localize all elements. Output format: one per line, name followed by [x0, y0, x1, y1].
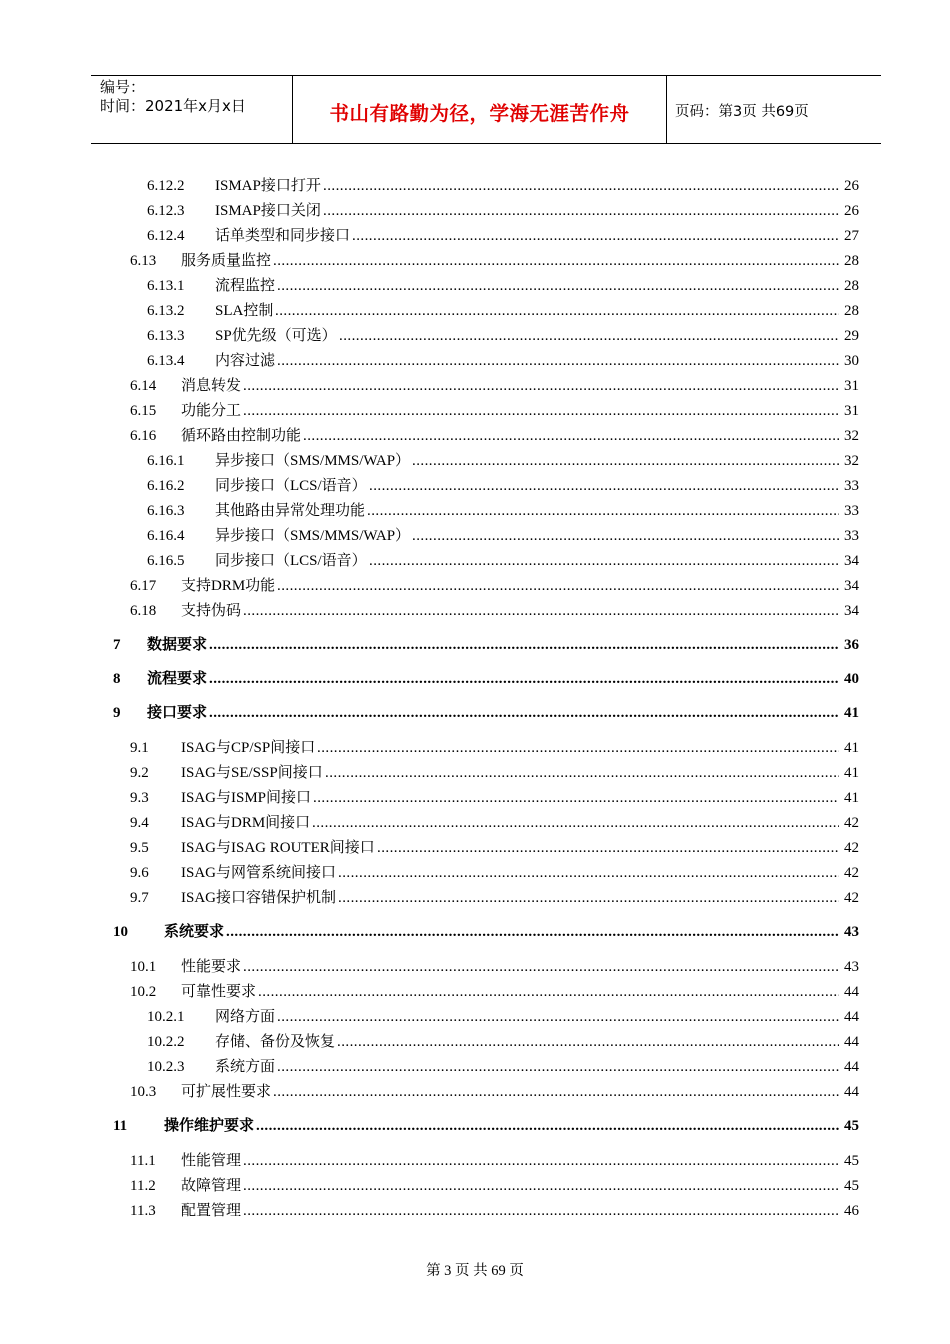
- toc-entry[interactable]: [0, 351, 950, 371]
- toc-entry-number: 9.7: [130, 890, 149, 906]
- toc-entry-title: 服务质量监控: [181, 253, 272, 269]
- toc-entry-number: 6.12.2: [147, 178, 185, 194]
- toc-entry[interactable]: [0, 176, 950, 196]
- toc-entry[interactable]: [0, 301, 950, 321]
- toc-dot-leader: [277, 351, 839, 371]
- toc-entry-title: 数据要求: [147, 637, 208, 653]
- toc-entry-title: 同步接口（LCS/语音）: [215, 478, 367, 494]
- toc-entry-title: 可靠性要求: [181, 984, 257, 1000]
- toc-entry[interactable]: [0, 276, 950, 296]
- toc-dot-leader: [352, 226, 839, 246]
- toc-entry-number: 10.3: [130, 1084, 157, 1100]
- header-motto: 书山有路勤为径，学海无涯苦作舟: [329, 102, 630, 125]
- toc-entry-page: 44: [844, 984, 859, 1000]
- toc-entry[interactable]: [0, 1116, 950, 1136]
- toc-entry-page: 42: [844, 840, 859, 856]
- toc-entry-title: 性能管理: [181, 1153, 242, 1169]
- document-time-label: 时间：2021年x月x日: [100, 97, 246, 115]
- toc-entry-number: 10.2.1: [147, 1009, 185, 1025]
- toc-entry-title: ISAG与SE/SSP间接口: [181, 765, 323, 781]
- toc-entry-title: 消息转发: [181, 378, 242, 394]
- toc-entry[interactable]: [0, 401, 950, 421]
- toc-dot-leader: [338, 888, 839, 908]
- toc-entry-title: ISAG与CP/SP间接口: [181, 740, 316, 756]
- toc-entry-number: 6.13.3: [147, 328, 185, 344]
- toc-entry-title: ISAG接口容错保护机制: [181, 890, 337, 906]
- toc-entry-title: 内容过滤: [215, 353, 276, 369]
- toc-entry-title: 系统要求: [164, 924, 225, 940]
- toc-entry-page: 45: [844, 1178, 859, 1194]
- toc-entry[interactable]: [0, 1057, 950, 1077]
- toc-entry-number: 6.16.1: [147, 453, 185, 469]
- toc-entry-title: 配置管理: [181, 1203, 242, 1219]
- toc-entry[interactable]: [0, 226, 950, 246]
- toc-entry-title: 系统方面: [215, 1059, 276, 1075]
- toc-entry[interactable]: [0, 703, 950, 723]
- toc-entry[interactable]: [0, 1007, 950, 1027]
- toc-entry-title: ISMAP接口关闭: [215, 203, 321, 219]
- toc-entry-number: 11.1: [130, 1153, 156, 1169]
- toc-entry-number: 11: [113, 1118, 128, 1134]
- toc-entry-title: ISAG与网管系统间接口: [181, 865, 337, 881]
- toc-entry-title: ISAG与ISAG ROUTER间接口: [181, 840, 375, 856]
- toc-entry[interactable]: [0, 601, 950, 621]
- toc-entry-title: 流程要求: [147, 671, 208, 687]
- toc-entry[interactable]: [0, 957, 950, 977]
- toc-entry-number: 6.16.4: [147, 528, 185, 544]
- toc-entry-page: 44: [844, 1084, 859, 1100]
- toc-entry-number: 9.6: [130, 865, 149, 881]
- toc-dot-leader: [412, 451, 839, 471]
- toc-entry-number: 6.16: [130, 428, 157, 444]
- toc-dot-leader: [243, 1151, 839, 1171]
- toc-dot-leader: [313, 788, 839, 808]
- toc-entry-number: 6.13: [130, 253, 157, 269]
- toc-entry-number: 10.1: [130, 959, 157, 975]
- toc-entry-page: 31: [844, 403, 859, 419]
- toc-dot-leader: [277, 576, 839, 596]
- toc-dot-leader: [209, 669, 839, 689]
- toc-entry-title: 接口要求: [147, 705, 208, 721]
- toc-entry-page: 30: [844, 353, 859, 369]
- toc-entry-page: 41: [844, 740, 859, 756]
- toc-entry-title: ISAG与DRM间接口: [181, 815, 311, 831]
- toc-entry[interactable]: [0, 788, 950, 808]
- toc-entry-title: 功能分工: [181, 403, 242, 419]
- toc-entry-number: 10.2.3: [147, 1059, 185, 1075]
- toc-entry-number: 10.2: [130, 984, 157, 1000]
- toc-dot-leader: [243, 376, 839, 396]
- toc-entry[interactable]: [0, 669, 950, 689]
- toc-entry[interactable]: [0, 922, 950, 942]
- toc-entry-title: 网络方面: [215, 1009, 276, 1025]
- toc-dot-leader: [256, 1116, 839, 1136]
- toc-entry-title: ISMAP接口打开: [215, 178, 321, 194]
- toc-entry-page: 44: [844, 1059, 859, 1075]
- header-page-info: 页码：第3页 共69页: [675, 104, 809, 120]
- toc-entry-title: 循环路由控制功能: [181, 428, 302, 444]
- toc-entry[interactable]: [0, 526, 950, 546]
- toc-dot-leader: [337, 1032, 839, 1052]
- toc-entry-page: 36: [844, 637, 859, 653]
- toc-entry-number: 6.14: [130, 378, 157, 394]
- toc-entry-page: 34: [844, 553, 859, 569]
- toc-entry-page: 45: [844, 1118, 859, 1134]
- toc-dot-leader: [338, 863, 839, 883]
- toc-entry-number: 10: [113, 924, 128, 940]
- toc-entry-number: 11.2: [130, 1178, 156, 1194]
- toc-entry-page: 33: [844, 478, 859, 494]
- toc-entry-number: 9.3: [130, 790, 149, 806]
- toc-entry-number: 6.16.3: [147, 503, 185, 519]
- toc-entry-number: 9: [113, 705, 121, 721]
- header-motto-cell: [292, 76, 667, 143]
- toc-entry-title: 性能要求: [181, 959, 242, 975]
- toc-entry[interactable]: [0, 501, 950, 521]
- toc-entry[interactable]: [0, 813, 950, 833]
- toc-entry-page: 32: [844, 428, 859, 444]
- toc-entry-page: 28: [844, 253, 859, 269]
- toc-entry-page: 42: [844, 890, 859, 906]
- toc-entry[interactable]: [0, 551, 950, 571]
- toc-entry-page: 34: [844, 578, 859, 594]
- toc-entry-page: 33: [844, 528, 859, 544]
- toc-dot-leader: [273, 1082, 839, 1102]
- toc-entry-page: 28: [844, 278, 859, 294]
- toc-entry-number: 6.13.4: [147, 353, 185, 369]
- toc-entry-page: 26: [844, 203, 859, 219]
- toc-entry-number: 6.13.1: [147, 278, 185, 294]
- toc-entry[interactable]: [0, 576, 950, 596]
- toc-entry[interactable]: [0, 982, 950, 1002]
- toc-entry-number: 6.18: [130, 603, 157, 619]
- toc-entry-title: ISAG与ISMP间接口: [181, 790, 312, 806]
- document-code-label: 编号：: [100, 78, 146, 96]
- toc-dot-leader: [367, 501, 839, 521]
- toc-entry-title: 流程监控: [215, 278, 276, 294]
- toc-entry-title: 支持DRM功能: [181, 578, 276, 594]
- toc-dot-leader: [369, 551, 839, 571]
- toc-entry[interactable]: [0, 1201, 950, 1221]
- toc-entry-title: 话单类型和同步接口: [215, 228, 351, 244]
- toc-entry[interactable]: [0, 451, 950, 471]
- toc-entry[interactable]: [0, 1032, 950, 1052]
- toc-dot-leader: [209, 635, 839, 655]
- toc-entry[interactable]: [0, 201, 950, 221]
- toc-entry-title: SLA控制: [215, 303, 274, 319]
- toc-entry-title: 同步接口（LCS/语音）: [215, 553, 367, 569]
- toc-entry-page: 43: [844, 959, 859, 975]
- toc-entry[interactable]: [0, 763, 950, 783]
- toc-entry-page: 46: [844, 1203, 859, 1219]
- toc-entry-page: 32: [844, 453, 859, 469]
- toc-entry[interactable]: [0, 476, 950, 496]
- toc-dot-leader: [226, 922, 839, 942]
- toc-entry-title: 存储、备份及恢复: [215, 1034, 336, 1050]
- toc-entry-number: 9.2: [130, 765, 149, 781]
- toc-entry-number: 9.4: [130, 815, 149, 831]
- toc-entry[interactable]: [0, 426, 950, 446]
- toc-entry-title: 异步接口（SMS/MMS/WAP）: [215, 528, 411, 544]
- toc-dot-leader: [243, 1201, 839, 1221]
- toc-dot-leader: [209, 703, 839, 723]
- toc-entry-page: 33: [844, 503, 859, 519]
- toc-entry-number: 11.3: [130, 1203, 156, 1219]
- toc-dot-leader: [323, 201, 839, 221]
- toc-entry-page: 40: [844, 671, 859, 687]
- toc-dot-leader: [277, 276, 839, 296]
- toc-dot-leader: [312, 813, 839, 833]
- toc-entry-page: 28: [844, 303, 859, 319]
- toc-entry-number: 6.12.3: [147, 203, 185, 219]
- toc-entry-page: 41: [844, 705, 859, 721]
- toc-dot-leader: [317, 738, 839, 758]
- toc-dot-leader: [323, 176, 839, 196]
- toc-entry-number: 6.17: [130, 578, 157, 594]
- toc-entry-number: 6.13.2: [147, 303, 185, 319]
- toc-dot-leader: [412, 526, 839, 546]
- toc-entry[interactable]: [0, 1176, 950, 1196]
- toc-entry-number: 7: [113, 637, 121, 653]
- toc-entry-title: 其他路由异常处理功能: [215, 503, 366, 519]
- toc-dot-leader: [273, 251, 839, 271]
- toc-entry-page: 43: [844, 924, 859, 940]
- header-meta-cell: [91, 76, 292, 143]
- toc-dot-leader: [258, 982, 839, 1002]
- toc-entry-title: 操作维护要求: [164, 1118, 255, 1134]
- toc-entry[interactable]: [0, 1082, 950, 1102]
- toc-entry-number: 8: [113, 671, 121, 687]
- toc-entry-number: 6.16.5: [147, 553, 185, 569]
- toc-dot-leader: [339, 326, 839, 346]
- toc-entry-title: SP优先级（可选）: [215, 328, 337, 344]
- toc-dot-leader: [243, 957, 839, 977]
- toc-entry-page: 34: [844, 603, 859, 619]
- header-page-cell: [666, 76, 881, 143]
- toc-dot-leader: [303, 426, 839, 446]
- toc-entry[interactable]: [0, 838, 950, 858]
- toc-dot-leader: [277, 1007, 839, 1027]
- document-header: [91, 75, 881, 144]
- toc-entry[interactable]: [0, 251, 950, 271]
- toc-entry-page: 42: [844, 865, 859, 881]
- toc-entry-number: 9.1: [130, 740, 149, 756]
- toc-entry[interactable]: [0, 888, 950, 908]
- toc-entry-page: 27: [844, 228, 859, 244]
- toc-entry[interactable]: [0, 376, 950, 396]
- toc-entry-number: 9.5: [130, 840, 149, 856]
- footer-page-number: 第 3 页 共 69 页: [426, 1263, 524, 1279]
- toc-entry-page: 44: [844, 1034, 859, 1050]
- toc-entry-page: 26: [844, 178, 859, 194]
- toc-entry-title: 可扩展性要求: [181, 1084, 272, 1100]
- toc-entry-number: 10.2.2: [147, 1034, 185, 1050]
- toc-dot-leader: [243, 1176, 839, 1196]
- toc-entry[interactable]: [0, 1151, 950, 1171]
- toc-entry-page: 29: [844, 328, 859, 344]
- toc-dot-leader: [369, 476, 839, 496]
- toc-dot-leader: [243, 601, 839, 621]
- toc-entry-page: 42: [844, 815, 859, 831]
- toc-entry-number: 6.15: [130, 403, 157, 419]
- toc-entry-title: 故障管理: [181, 1178, 242, 1194]
- toc-entry[interactable]: [0, 635, 950, 655]
- toc-entry-page: 31: [844, 378, 859, 394]
- toc-entry-number: 6.12.4: [147, 228, 185, 244]
- toc-entry-page: 41: [844, 790, 859, 806]
- toc-entry-page: 41: [844, 765, 859, 781]
- page-footer: [0, 1259, 950, 1280]
- toc-entry-title: 支持伪码: [181, 603, 242, 619]
- toc-entry-number: 6.16.2: [147, 478, 185, 494]
- toc-entry[interactable]: [0, 738, 950, 758]
- toc-entry-page: 45: [844, 1153, 859, 1169]
- toc-entry[interactable]: [0, 326, 950, 346]
- toc-dot-leader: [377, 838, 839, 858]
- toc-entry-page: 44: [844, 1009, 859, 1025]
- toc-dot-leader: [275, 301, 839, 321]
- toc-entry[interactable]: [0, 863, 950, 883]
- toc-entry-title: 异步接口（SMS/MMS/WAP）: [215, 453, 411, 469]
- toc-dot-leader: [243, 401, 839, 421]
- toc-dot-leader: [325, 763, 839, 783]
- toc-dot-leader: [277, 1057, 839, 1077]
